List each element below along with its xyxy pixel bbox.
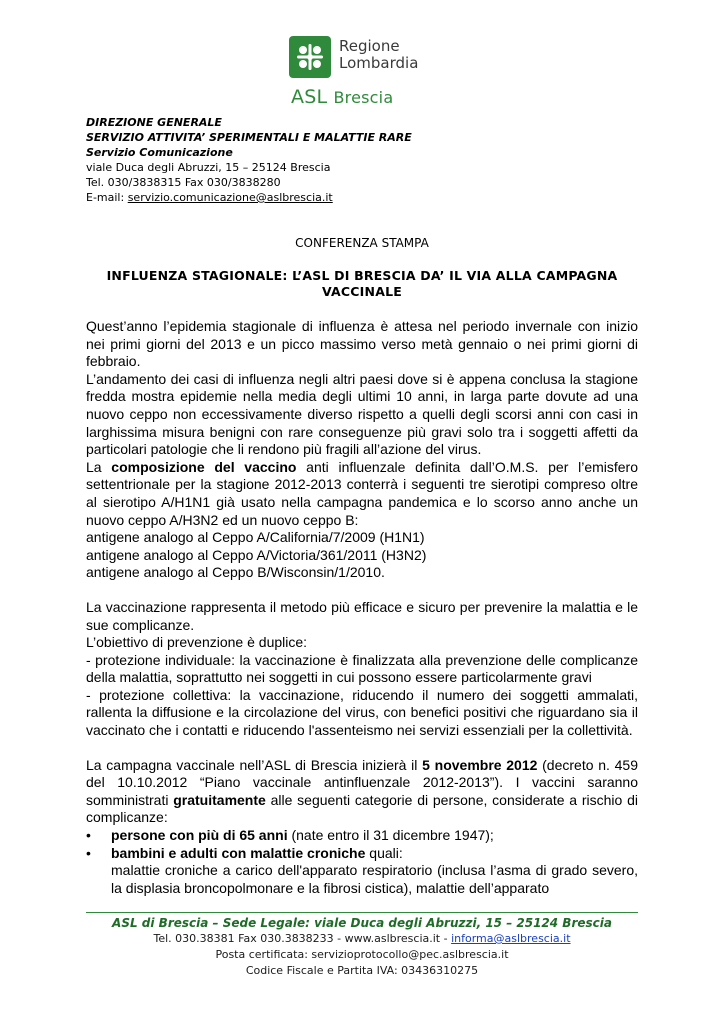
bold-span: persone con più di 65 anni [111, 827, 288, 844]
footer-contacts [0, 931, 724, 947]
antigen-line: antigene analogo al Ceppo A/Victoria/361/2011 (H3N2) [86, 546, 427, 563]
paragraph: - protezione collettiva: la vaccinazione, riducendo il numero dei soggetti ammalati, rallenta la diffusione e la circolazione del virus, con benefici positivi che riguardano sia il vaccinato che i contatti e riducendo l'assenteismo nei servizi essenziali per la collettività. [86, 686, 638, 739]
direzione: DIREZIONE GENERALE [86, 116, 222, 129]
email-link[interactable]: servizio.comunicazione@aslbrescia.it [127, 191, 333, 204]
paragraph: L’andamento dei casi di influenza negli altri paesi dove si è appena conclusa la stagione fredda mostra epidemie nella media degli ultimi 10 anni, in larga parte dovute ad una nuovo ceppo non eccessivamente diverso rispetto a quelli degli scorsi anni con casi in larghissima misura benigni con rare conseguenze più gravi solo tra i soggetti affetti da particolari patologie che li rendono più fragili all’azione del virus. [86, 370, 638, 458]
footer-pec: Posta certificata: servizioprotocollo@pec.aslbrescia.it [215, 948, 509, 961]
address: viale Duca degli Abruzzi, 15 – 25124 Brescia [86, 161, 331, 174]
email-line [86, 190, 412, 205]
headline: INFLUENZA STAGIONALE: L’ASL DI BRESCIA DA’ IL VIA ALLA CAMPAGNA VACCINALE [106, 268, 618, 299]
text-span: (decreto n. 459 del 10.10.2012 “Piano vaccinale antinfluenzale 2012-2013”). I vaccini saranno somministrati [86, 756, 638, 808]
sender-block [86, 115, 412, 205]
footer-divider [86, 912, 638, 913]
bold-span: gratuitamente [173, 791, 266, 808]
bold-span: bambini e adulti con malattie croniche [111, 844, 366, 861]
servizio: SERVIZIO ATTIVITA’ SPERIMENTALI E MALATTIE RARE [86, 131, 412, 144]
bold-span: 5 novembre 2012 [422, 756, 538, 773]
paragraph: - protezione individuale: la vaccinazione è finalizzata alla prevenzione delle complicanze della malattia, soprattutto nei soggetti in cui possono essere particolarmente gravi [86, 651, 638, 686]
list-item [86, 827, 638, 845]
paragraph: malattie croniche a carico dell'apparato respiratorio (inclusa l’asma di grado severo, la displasia broncopolmonare e la fibrosi cistica), malattie dell’apparato [111, 862, 638, 896]
antigen-line: antigene analogo al Ceppo B/Wisconsin/1/2010. [86, 564, 385, 581]
antigen-line: antigene analogo al Ceppo A/California/7/2009 (H1N1) [86, 529, 425, 546]
list-item [86, 845, 638, 863]
logo-line2: Lombardia [339, 54, 419, 72]
paragraph: L’obiettivo di prevenzione è duplice: [86, 634, 308, 651]
paragraph: La vaccinazione rappresenta il metodo più efficace e sicuro per prevenire la malattia e le sue complicanze. [86, 598, 638, 633]
footer [0, 915, 724, 979]
paragraph [86, 459, 638, 529]
asl-brescia-title [291, 86, 393, 108]
body-text [86, 318, 638, 897]
footer-legal: ASL di Brescia – Sede Legale: viale Duca degli Abruzzi, 15 – 25124 Brescia [112, 916, 612, 930]
email-label: E-mail: [86, 191, 128, 204]
servizio-comunicazione: Servizio Comunicazione [86, 146, 233, 159]
rosa-camuna-icon [289, 36, 331, 78]
phone-fax: Tel. 030/3838315 Fax 030/3838280 [86, 176, 281, 189]
text-span: La campagna vaccinale nell’ASL di Brescia inizierà il [86, 756, 423, 773]
paragraph: Quest’anno l’epidemia stagionale di influenza è attesa nel periodo invernale con inizio nei primi giorni del 2013 e un picco massimo verso metà gennaio o nei primi giorni di febbraio. [86, 318, 638, 370]
logo-text [339, 38, 418, 72]
regione-lombardia-logo [289, 36, 449, 80]
text-span: alle seguenti categorie di persone, considerate a rischio di complicanze: [86, 791, 638, 826]
paragraph [86, 757, 638, 827]
brescia-word: Brescia [333, 88, 394, 107]
bold-span: composizione del vaccino [111, 458, 297, 475]
footer-phone: Tel. 030.38381 Fax 030.3838233 - www.aslbrescia.it - [153, 932, 452, 945]
text-span: anti influenzale definita dall’O.M.S. per l’emisfero settentrionale per la stagione 2012-2013 conterrà i seguenti tre sierotipi compreso oltre al sierotipo A/H1N1 già usato nella campagna pandemica e lo scorso anno anche un nuovo ceppo A/H3N2 ed un nuovo ceppo B: [86, 458, 639, 528]
text-span: La [86, 458, 112, 475]
asl-word: ASL [291, 86, 328, 108]
footer-vat: Codice Fiscale e Partita IVA: 03436310275 [245, 964, 479, 977]
text-span: quali: [365, 844, 403, 861]
footer-email-link[interactable]: informa@aslbrescia.it [451, 932, 571, 945]
conference-label: CONFERENZA STAMPA [295, 236, 429, 250]
logo-line1: Regione [339, 37, 400, 55]
text-span: (nate entro il 31 dicembre 1947); [287, 827, 494, 844]
